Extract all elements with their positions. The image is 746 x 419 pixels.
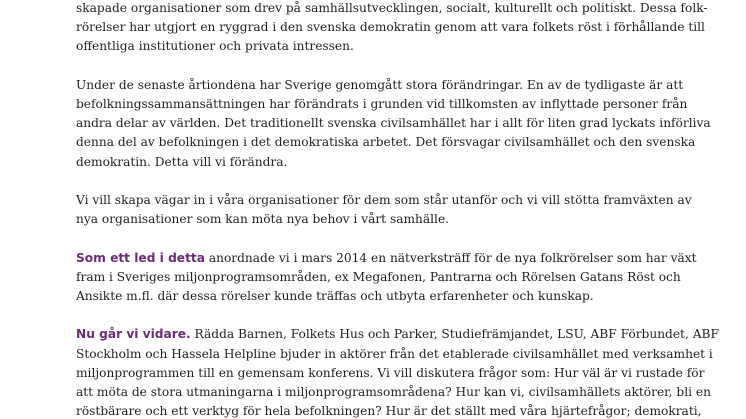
text-line: Ansikte m.fl. där dessa rörelser kunde träffas och utbyta erfarenheter och kunskap. — [76, 289, 594, 303]
text-line: andra delar av världen. Det traditionellt svenska civilsamhället har i allt för liten grad lyckats införliva — [76, 116, 711, 131]
text-line: röstbärare och ett verktyg för hela befolkningen? Hur är det ställt med våra hjärtefrågor; demokrati, — [76, 404, 702, 419]
text-line: befolkningssammansättningen har förändrats i grunden vid tillkomsten av inflyttade personer från — [76, 97, 688, 111]
document-body — [76, 0, 719, 419]
text-line: Under de senaste årtiondena har Sverige genomgått stora förändringar. En av de tydligaste är att — [76, 77, 684, 92]
text-line: Vi vill skapa vägar in i våra organisationer för dem som står utanför och vi vill stötta framväxten av — [76, 193, 692, 207]
paragraph-forandringar — [76, 76, 711, 172]
paragraph-vagar-in — [76, 191, 692, 229]
text-line: att möta de stora utmaningarna i miljonprogramsområdena? Hur kan vi, civilsamhällets aktörer, bli en — [76, 385, 711, 399]
text-line: nya organisationer som kan möta nya behov i vårt samhälle. — [76, 212, 450, 227]
paragraph-lead-heading: Som ett led i detta — [76, 250, 205, 265]
paragraph-konferens — [76, 325, 719, 419]
text-line: skapade organisationer som drev på samhällsutvecklingen, socialt, kulturellt och politiskt. Dessa folk- — [76, 1, 708, 15]
text-line: rörelser har utgjort en ryggrad i den svenska demokratin genom att vara folkets röst i förhållande till — [76, 20, 705, 35]
paragraph-lead-heading: Nu går vi vidare. — [76, 327, 191, 342]
text-line: Stockholm och Hassela Helpline bjuder in aktörer från det etablerade civilsamhället med verksamhet i — [76, 346, 713, 361]
paragraph-natverkstraff — [76, 249, 697, 307]
text-line — [76, 249, 697, 268]
paragraph-folkrorelser — [76, 0, 708, 57]
text-line: denna del av befolkningen i det demokratiska arbetet. Det försvagar civilsamhället och den svenska — [76, 135, 696, 150]
text-line: demokratin. Detta vill vi förändra. — [76, 154, 288, 169]
text-span: Rädda Barnen, Folkets Hus och Parker, Studiefrämjandet, LSU, ABF Förbundet, ABF — [190, 327, 719, 342]
text-line: miljonprogrammen till en gemensam konferens. Vi vill diskutera frågor som: Hur väl är vi rustade för — [76, 365, 705, 380]
text-span: anordnade vi i mars 2014 en nätverksträff för de nya folkrörelser som har växt — [204, 250, 697, 265]
text-line: fram i Sveriges miljonprogramsområden, ex Megafonen, Pantrarna och Rörelsen Gatans Röst och — [76, 269, 681, 284]
text-line: offentliga institutioner och privata intressen. — [76, 39, 354, 54]
text-line — [76, 325, 719, 344]
